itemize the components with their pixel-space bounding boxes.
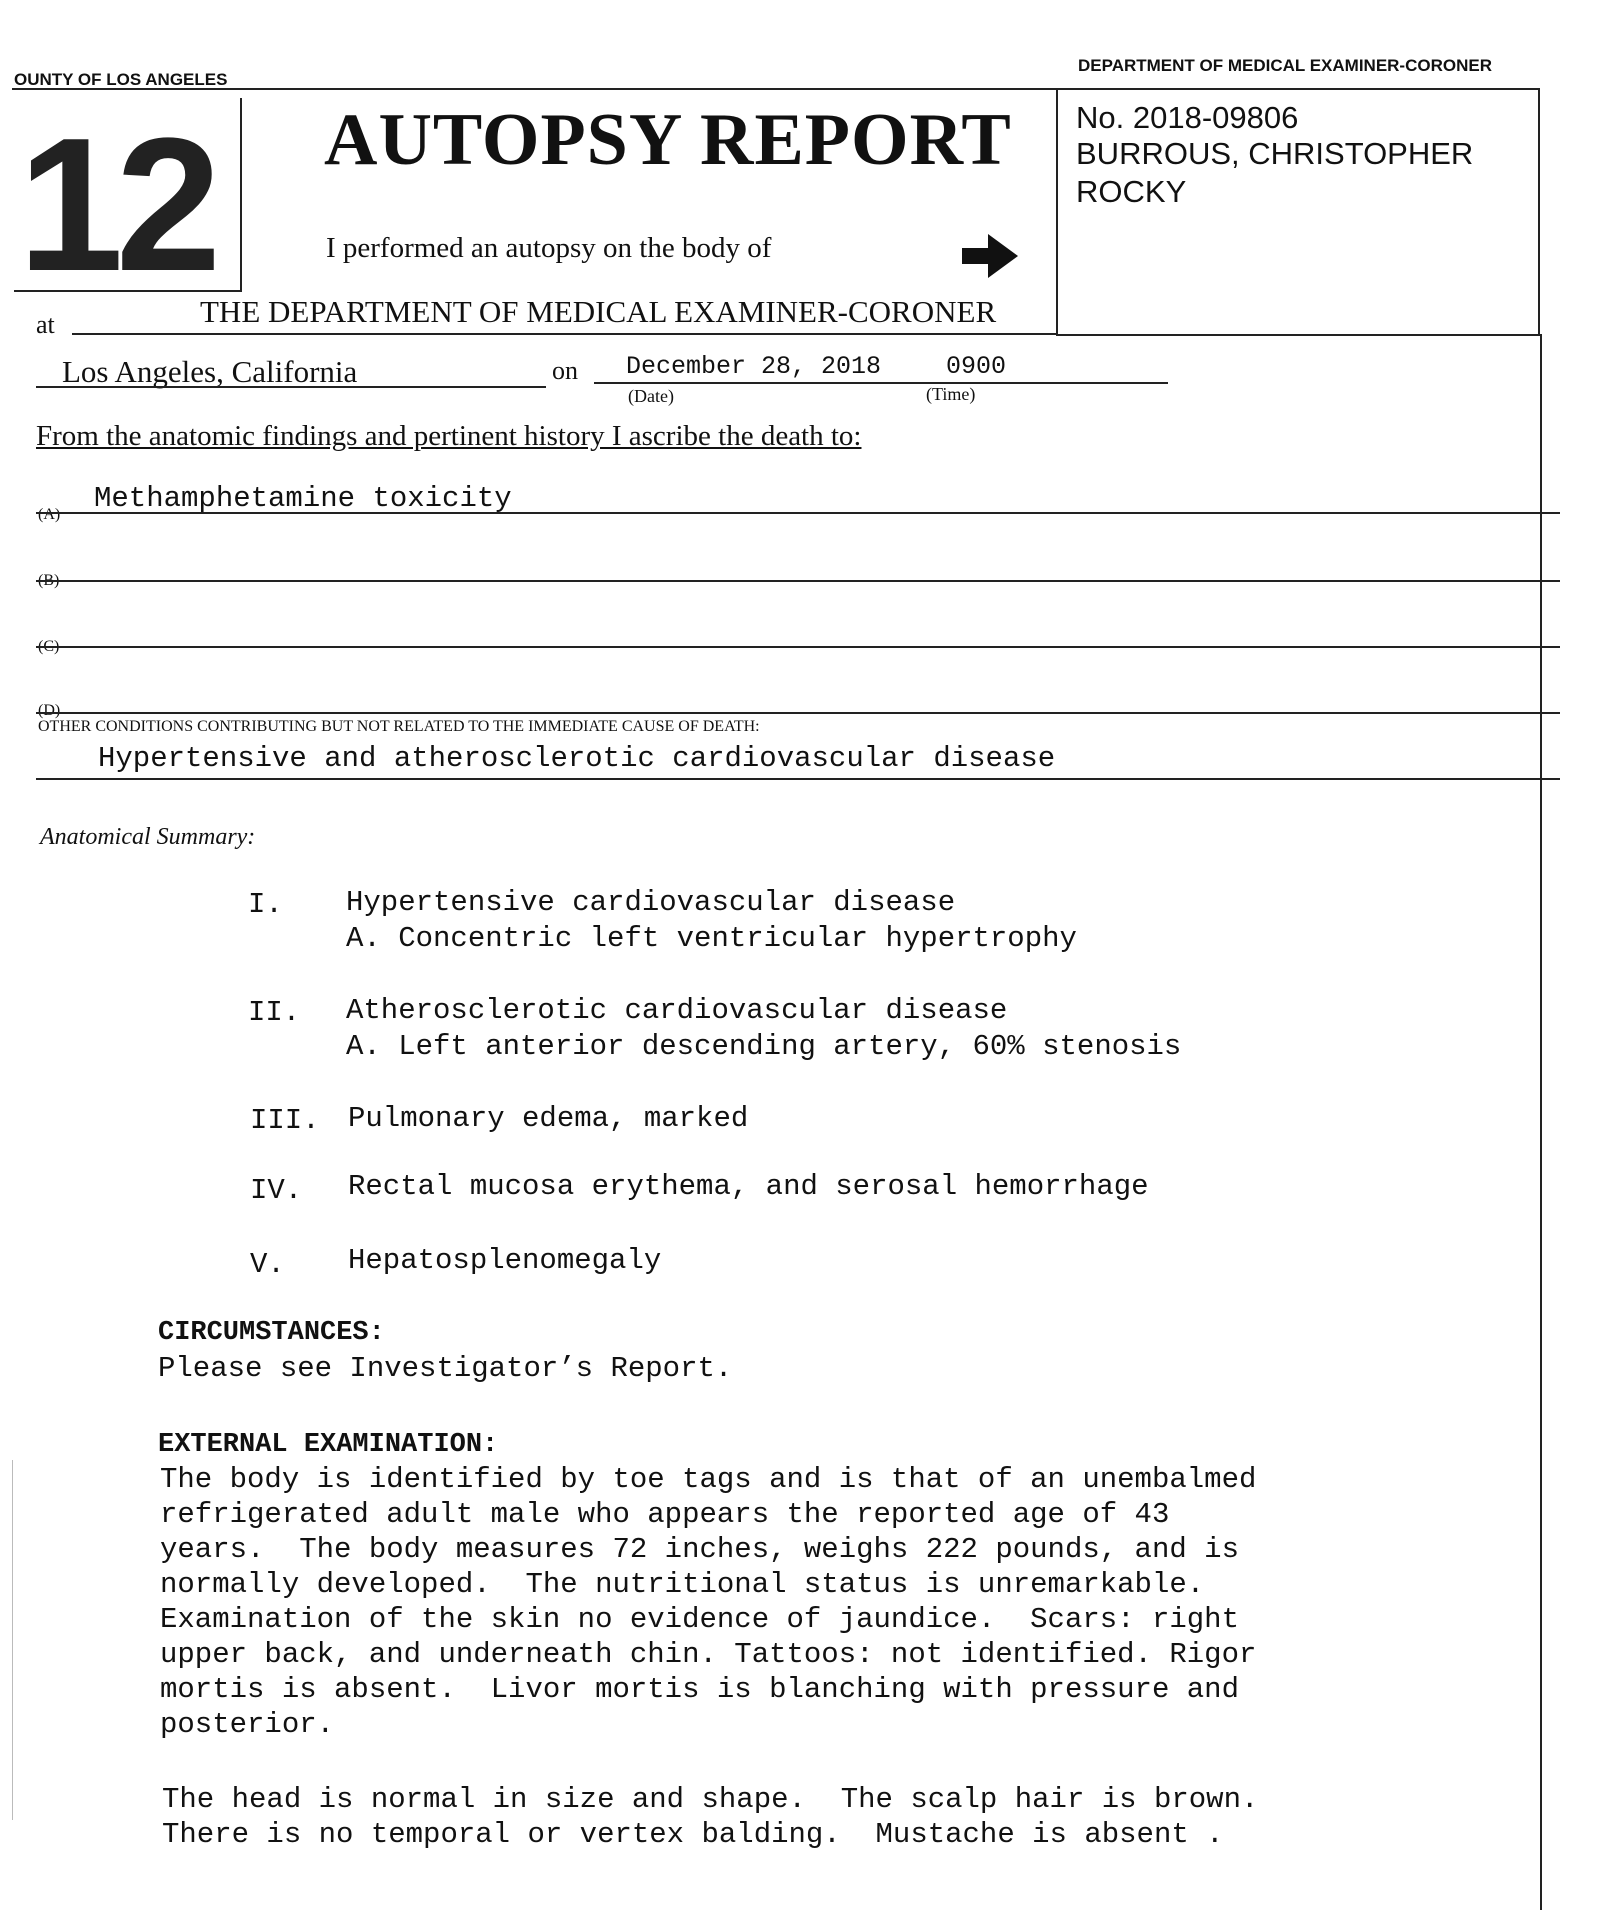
summary-numeral-5: V. [250,1248,285,1281]
facility-name: THE DEPARTMENT OF MEDICAL EXAMINER-CORONER [200,294,997,329]
city-underline [36,386,546,388]
facility-underline [72,333,1056,335]
external-exam-paragraph-2 [162,1782,1258,1852]
cause-line-d-label: (D) [38,702,61,719]
date-caption: (Date) [628,386,674,406]
case-box-left-rule [1056,88,1058,336]
summary-item-3: Pulmonary edema, marked [348,1102,749,1135]
cause-line-d [36,712,1560,714]
city-state: Los Angeles, California [62,354,358,389]
case-box-right-rule [1538,88,1540,336]
other-conditions-text: Hypertensive and atherosclerotic cardiovascular disease [98,742,1056,775]
cause-line-a-label: (A) [38,506,61,523]
cause-line-c [36,646,1560,648]
summary-subitem-1: A. Concentric left ventricular hypertrophy [346,922,1077,955]
exam-time: 0900 [946,352,1007,381]
summary-numeral-3: III. [250,1104,320,1137]
case-number: No. 2018-09806 [1076,100,1299,135]
case-box-bottom-rule [1056,334,1540,336]
at-label: at [36,310,55,339]
external-exam-line: mortis is absent. Livor mortis is blanching with pressure and [160,1673,1239,1706]
performed-statement: I performed an autopsy on the body of [326,232,772,264]
summary-item-5: Hepatosplenomegaly [348,1244,662,1277]
summary-numeral-2: II. [248,996,301,1029]
time-caption: (Time) [926,384,976,404]
external-exam-line: years. The body measures 72 inches, weighs 222 pounds, and is [160,1533,1239,1566]
on-label: on [552,356,578,385]
cause-line-b-label: (B) [38,572,60,589]
other-conditions-heading: OTHER CONDITIONS CONTRIBUTING BUT NOT RELATED TO THE IMMEDIATE CAUSE OF DEATH: [38,718,760,735]
decedent-name-line2: ROCKY [1076,174,1187,209]
external-exam-line: There is no temporal or vertex balding. Mustache is absent . [162,1818,1224,1851]
cause-heading: From the anatomic findings and pertinent history I ascribe the death to: [36,420,862,452]
department-label: DEPARTMENT OF MEDICAL EXAMINER-CORONER [1078,56,1492,75]
header-top-rule [12,88,1540,90]
summary-numeral-4: IV. [250,1174,303,1207]
external-exam-line: Examination of the skin no evidence of jaundice. Scars: right [160,1603,1239,1636]
decedent-name-line1: BURROUS, CHRISTOPHER [1076,136,1474,171]
anatomical-summary-heading: Anatomical Summary: [40,824,256,850]
external-exam-line: The head is normal in size and shape. The scalp hair is brown. [162,1783,1259,1816]
summary-subitem-2: A. Left anterior descending artery, 60% stenosis [346,1030,1182,1063]
cause-line-a [36,512,1560,514]
external-exam-line: The body is identified by toe tags and is that of an unembalmed [160,1463,1257,1496]
circumstances-heading: CIRCUMSTANCES: [158,1318,385,1348]
date-underline [594,382,1168,384]
cause-line-c-label: (C) [38,638,60,655]
county-label: OUNTY OF LOS ANGELES [14,70,228,89]
arrow-right-icon [960,232,1020,280]
external-exam-line: upper back, and underneath chin. Tattoos: not identified. Rigor [160,1638,1257,1671]
summary-item-2: Atherosclerotic cardiovascular disease [346,994,1008,1027]
other-conditions-underline [36,778,1560,780]
page-number: 12 [18,99,214,311]
external-exam-heading: EXTERNAL EXAMINATION: [158,1430,499,1460]
summary-numeral-1: I. [248,888,283,921]
exam-date: December 28, 2018 [626,352,882,381]
cause-line-a-text: Methamphetamine toxicity [94,482,512,515]
report-title: AUTOPSY REPORT [324,99,1012,181]
summary-item-4: Rectal mucosa erythema, and serosal hemorrhage [348,1170,1149,1203]
page-right-border [1540,334,1542,1910]
circumstances-text: Please see Investigator’s Report. [158,1352,733,1385]
summary-item-1: Hypertensive cardiovascular disease [346,886,956,919]
cause-line-b [36,580,1560,582]
external-exam-line: posterior. [160,1708,335,1741]
external-exam-line: refrigerated adult male who appears the reported age of 43 [160,1498,1170,1531]
scan-edge [12,1460,13,1820]
external-exam-paragraph-1 [160,1462,1256,1742]
external-exam-line: normally developed. The nutritional status is unremarkable. [160,1568,1205,1601]
